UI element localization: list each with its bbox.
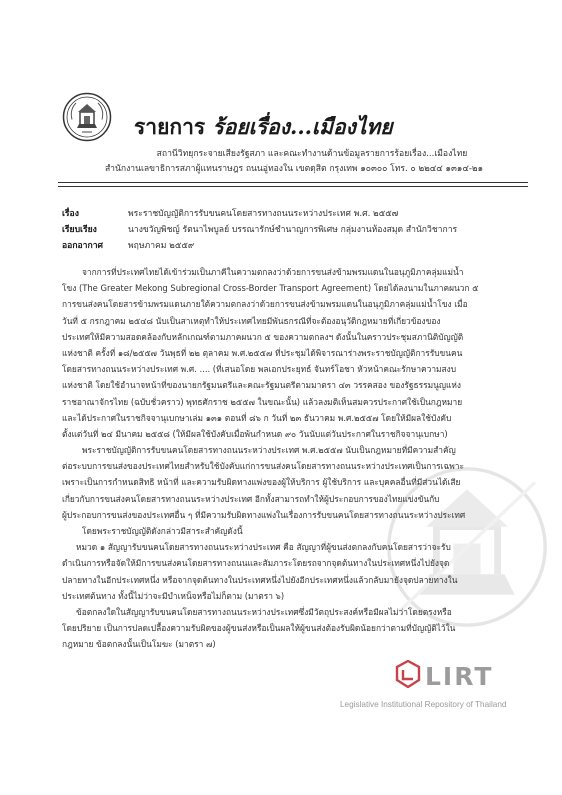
body-line: การขนส่งคนโดยสารข้ามพรมแดนภายใต้ความตกลงว่าด้วยการขนส่งข้ามพรมแดนในอนุภูมิภาคลุ่มแม่น้ำโขง เมื่อ: [62, 299, 468, 310]
meta-value: พฤษภาคม ๒๕๕๙: [128, 241, 195, 251]
meta-key: เรียบเรียง: [62, 225, 97, 235]
document-meta: [62, 206, 532, 254]
body-line: ผู้ประกอบการขนส่งของประเทศอื่น ๆ ที่มีความรับผิดทางแพ่งในเรื่องการรับขนคนโดยสารทางถนนระหว่างประเทศ: [62, 509, 466, 520]
body-line: ประเทศให้มีความสอดคล้องกับหลักเกณฑ์ตามภาคผนวก ๕ ของความตกลงฯ ดังนั้นในคราวประชุมสภานิติบัญญัติ: [62, 331, 464, 342]
meta-row-subject: [62, 206, 532, 222]
program-name: ร้อยเรื่อง...เมืองไทย: [212, 114, 393, 139]
header-divider-bottom: [58, 186, 528, 187]
meta-key: ออกอากาศ: [62, 241, 103, 251]
meta-row-author: [62, 222, 532, 238]
body-line: ดำเนินการหรือจัดให้มีการขนส่งคนโดยสารทางถนนและสัมภาระโดยรถจากจุดต้นทางในประเทศหนึ่งไปยังจุด: [62, 558, 450, 569]
body-line: กฎหมาย ข้อตกลงนั้นเป็นโมฆะ (มาตรา ๗): [62, 639, 216, 650]
body-line: ข้อตกลงใดในสัญญารับขนคนโดยสารทางถนนระหว่างประเทศซึ่งมีวัตถุประสงค์หรือมีผลไม่ว่าโดยตรงหรือ: [76, 606, 452, 617]
body-line: วันที่ ๕ กรกฎาคม ๒๕๔๘ นับเป็นสาเหตุทำให้ประเทศไทยมีพันธกรณีที่จะต้องอนุวัติกฎหมายที่เกี่ยวข้องของ: [62, 315, 441, 326]
body-line: หมวด ๑ สัญญารับขนคนโดยสารทางถนนระหว่างประเทศ คือ สัญญาที่ผู้ขนส่งตกลงกับคนโดยสารว่าจะรับ: [76, 542, 451, 553]
body-line: โดยพระราชบัญญัติดังกล่าวมีสาระสำคัญดังนี้: [82, 526, 243, 536]
parliament-emblem-icon: [62, 92, 112, 142]
header-divider-top: [58, 182, 528, 183]
body-line: แห่งชาติ ครั้งที่ ๑๘/๒๕๕๗ วันพุธที่ ๒๒ ตุลาคม พ.ศ.๒๕๕๗ ที่ประชุมได้พิจารณาร่างพระราชบัญญัติการรับขนคน: [62, 347, 463, 358]
body-line: เกี่ยวกับการขนส่งคนโดยสารทางถนนระหว่างประเทศ อีกทั้งสามารถทำให้ผู้ประกอบการของไทยแข่งขันกับ: [62, 493, 440, 504]
program-title: รายการ ร้อยเรื่อง...เมืองไทย: [134, 114, 393, 139]
lirt-seal-icon: [395, 660, 421, 688]
body-line: พระราชบัญญัติการรับขนคนโดยสารทางถนนระหว่างประเทศ พ.ศ.๒๕๕๗ นับเป็นกฎหมายที่มีความสำคัญ: [82, 445, 456, 456]
body-line: จากการที่ประเทศไทยได้เข้าร่วมเป็นภาคีในความตกลงว่าด้วยการขนส่งข้ามพรมแดนในอนุภูมิภาคลุ่มแม่น้ำ: [82, 267, 464, 277]
meta-value: นางขวัญพิชญ์ รัตนาไพบูลย์ บรรณารักษ์ชำนาญการพิเศษ กลุ่มงานห้องสมุด สำนักวิชาการ: [128, 225, 458, 235]
meta-key: เรื่อง: [62, 209, 79, 219]
document-body: [62, 264, 522, 653]
body-line: ตั้งแต่วันที่ ๒๔ มีนาคม ๒๕๕๘ (ให้มีผลใช้บังคับเมื่อพ้นกำหนด ๙๐ วันนับแต่วันประกาศในราชกิจจานุเบกษา): [62, 428, 448, 439]
meta-row-broadcast: [62, 238, 532, 254]
body-line: ประเทศต้นทาง ทั้งนี้ไม่ว่าจะมีบำเหน็จหรือไม่ก็ตาม (มาตรา ๖): [62, 590, 285, 601]
body-line: ราชอาณาจักรไทย (ฉบับชั่วคราว) พุทธศักราช ๒๕๕๗ ในขณะนั้น) แล้วลงมติเห็นสมควรประกาศใช้เป็นกฎหมาย: [62, 396, 463, 407]
body-line: โขง (The Greater Mekong Subregional Cross-Border Transport Agreement) โดยได้ลงนามในภาคผนวก ๕: [62, 283, 479, 294]
body-line: และได้ประกาศในราชกิจจานุเบกษาเล่ม ๑๓๑ ตอนที่ ๘๖ ก วันที่ ๒๓ ธันวาคม พ.ศ.๒๕๕๗ โดยให้มีผลใช้บังคับ: [62, 412, 452, 423]
body-line: เพราะเป็นการกำหนดสิทธิ หน้าที่ และความรับผิดทางแพ่งของผู้ให้บริการ ผู้ใช้บริการ และบุคคลอื่นที่มีส่วนได้เสีย: [62, 477, 461, 488]
body-line: โดยปริยาย เป็นการปลดเปลื้องความรับผิดของผู้ขนส่งหรือเป็นผลให้ผู้ขนส่งต้องรับผิดน้อยกว่าตามที่บัญญัติไว้ใน: [62, 623, 456, 634]
header-address-line: สำนักงานเลขาธิการสภาผู้แทนราษฎร ถนนอู่ทองใน เขตดุสิต กรุงเทพ ๑๐๓๐๐ โทร. ๐ ๒๒๔๔ ๑๓๑๔-๒๑: [104, 164, 484, 174]
meta-value: พระราชบัญญัติการรับขนคนโดยสารทางถนนระหว่างประเทศ พ.ศ. ๒๕๕๗: [128, 209, 399, 219]
header-organization-line: สถานีวิทยุกระจายเสียงรัฐสภา และคณะทำงานด้านข้อมูลรายการร้อยเรื่อง...เมืองไทย: [156, 149, 468, 159]
watermark-caption: Legislative Institutional Repository of Thailand: [340, 700, 507, 709]
body-line: ปลายทางในอีกประเทศหนึ่ง หรือจากจุดต้นทางในประเทศหนึ่งไปยังอีกประเทศหนึ่งแล้วกลับมายังจุดปลายทางใน: [62, 574, 458, 585]
body-line: โดยสารทางถนนระหว่างประเทศ พ.ศ. .... (ที่เสนอโดย พลเอกประยุทธ์ จันทร์โอชา หัวหน้าคณะรักษาความสงบ: [62, 364, 457, 375]
body-line: แห่งชาติ โดยใช้อำนาจหน้าที่ของนายกรัฐมนตรีและคณะรัฐมนตรีตามมาตรา ๔๓ วรรคสอง ของรัฐธรรมนูญแห่ง: [62, 380, 461, 391]
watermark-logo-text: LIRT: [425, 662, 494, 691]
body-line: ต่อระบบการขนส่งของประเทศไทยสำหรับใช้บังคับแก่การขนส่งคนโดยสารทางถนนระหว่างประเทศเป็นการเฉพาะ: [62, 461, 464, 472]
